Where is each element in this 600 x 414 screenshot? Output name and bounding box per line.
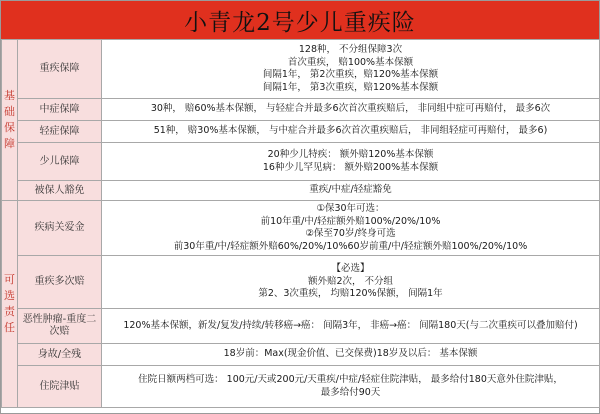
content-line: 额外赔2次， 不分组 xyxy=(307,275,394,287)
table-row xyxy=(2,121,600,143)
row-label: 重疾保障 xyxy=(18,40,102,99)
content-line: 前30年重/中/轻症额外赔60%/20%/10%60岁前重/中/轻症额外赔100%/20%/10% xyxy=(173,240,528,252)
row-label: 身故/全残 xyxy=(18,344,102,366)
row-label: 疾病关爱金 xyxy=(18,201,102,256)
content-line: 首次重疾， 赔100%基本保额 xyxy=(287,56,414,68)
row-content xyxy=(102,366,600,408)
table-row xyxy=(2,99,600,121)
content-line: ①保30年可选： xyxy=(316,203,385,214)
row-content xyxy=(102,256,600,309)
content-line: 51种， 赔30%基本保额， 与中症合并最多6次首次重疾赔后， 非同组轻症可再赔付， 最多6) xyxy=(153,125,548,137)
content-line: 间隔1年， 第3次重疾，赔120%基本保额 xyxy=(262,81,439,93)
content-line: 住院日额两档可选： 100元/天或200元/天重疾/中症/轻症住院津贴， 最多给付180天意外住院津贴， xyxy=(138,374,563,385)
table-row xyxy=(2,344,600,366)
content-line: ②保至70岁/终身可选 xyxy=(305,228,396,239)
table-row xyxy=(2,366,600,408)
row-content xyxy=(102,121,600,143)
row-label: 恶性肿瘤-重度二次赔 xyxy=(18,309,102,344)
row-content xyxy=(102,143,600,181)
content-line: 最多给付90天 xyxy=(320,386,381,398)
coverage-table xyxy=(1,39,600,408)
category-basic: 基础保障 xyxy=(2,40,18,201)
table-row xyxy=(2,201,600,256)
content-line: 20种少儿特疾： 额外赔120%基本保额 xyxy=(267,149,434,160)
row-label: 被保人豁免 xyxy=(18,181,102,201)
row-label: 轻症保障 xyxy=(18,121,102,143)
content-line: 重疾/中症/轻症豁免 xyxy=(309,184,392,196)
content-line: 30种， 赔60%基本保额， 与轻症合并最多6次首次重疾赔后， 非同组中症可再赔付， 最多6次 xyxy=(150,103,551,115)
content-line: 18岁前：Max(现金价值、已交保费)18岁及以后： 基本保额 xyxy=(223,348,478,360)
content-line: 16种少儿罕见病： 额外赔200%基本保额 xyxy=(262,161,439,173)
page-title: 小青龙2号少儿重疾险 xyxy=(1,1,599,40)
content-line: 128种， 不分组保障3次 xyxy=(298,44,403,55)
content-line: 间隔1年， 第2次重疾，赔120%基本保额 xyxy=(262,69,439,80)
table-row xyxy=(2,181,600,201)
row-label: 住院津贴 xyxy=(18,366,102,408)
row-content xyxy=(102,344,600,366)
category-optional: 可选责任 xyxy=(2,201,18,408)
row-content xyxy=(102,201,600,256)
table-row xyxy=(2,309,600,344)
content-line: 120%基本保额，新发/复发/持续/转移癌→癌： 间隔3年， 非癌→癌： 间隔180天(与二次重疾可以叠加赔付) xyxy=(123,319,578,331)
row-content xyxy=(102,99,600,121)
table-row xyxy=(2,143,600,181)
content-line: 【必选】 xyxy=(331,263,370,275)
content-line: 前10年重/中/轻症额外赔100%/20%/10% xyxy=(260,215,441,227)
table-row xyxy=(2,40,600,99)
content-line: 第2、3次重疾， 均赔120%保额， 间隔1年 xyxy=(258,288,443,300)
row-label: 中症保障 xyxy=(18,99,102,121)
row-label: 少儿保障 xyxy=(18,143,102,181)
table-row xyxy=(2,256,600,309)
row-label: 重疾多次赔 xyxy=(18,256,102,309)
row-content xyxy=(102,181,600,201)
row-content xyxy=(102,309,600,344)
row-content xyxy=(102,40,600,99)
